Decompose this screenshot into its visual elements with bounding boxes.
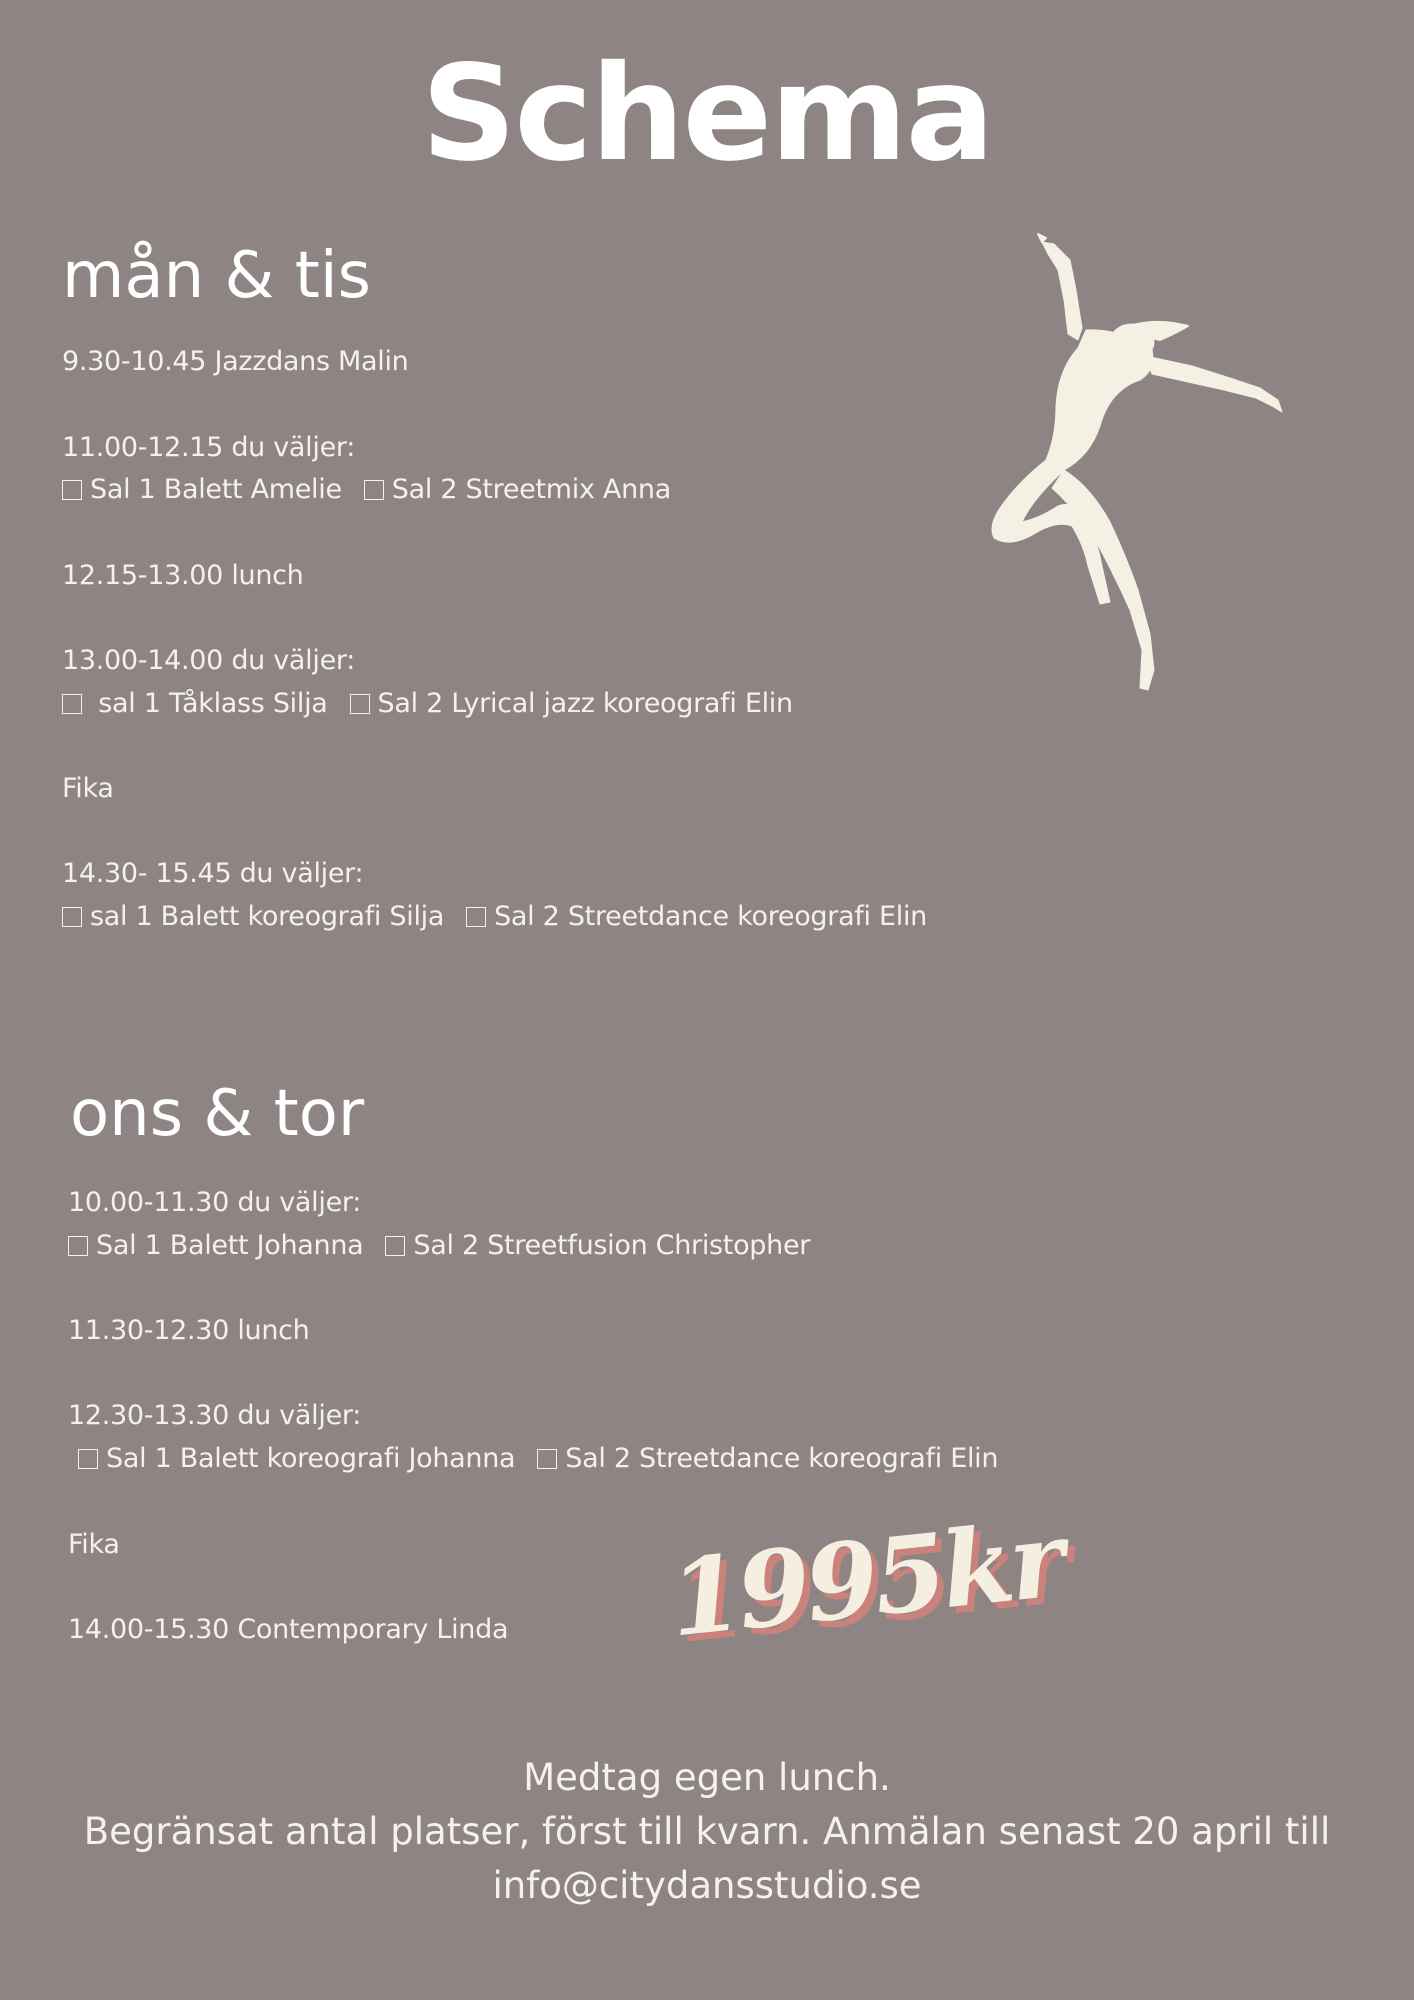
option-row xyxy=(62,474,671,506)
dancer-silhouette-image xyxy=(960,230,1320,700)
checkbox[interactable] xyxy=(68,1236,88,1256)
option-label: Sal 2 Streetdance koreografi Elin xyxy=(494,901,927,932)
option-row xyxy=(68,1230,810,1262)
option-label: sal 1 Balett koreografi Silja xyxy=(90,901,445,932)
section-heading-wed-thu: ons & tor xyxy=(70,1077,365,1151)
option-label: sal 1 Tåklass Silja xyxy=(90,688,328,719)
option-label: Sal 2 Lyrical jazz koreografi Elin xyxy=(377,688,793,719)
checkbox[interactable] xyxy=(466,907,486,927)
checkbox[interactable] xyxy=(350,694,370,714)
checkbox[interactable] xyxy=(537,1449,557,1469)
option-label: Sal 1 Balett Amelie xyxy=(90,474,342,505)
option-label: Sal 1 Balett Johanna xyxy=(96,1230,364,1261)
option-row xyxy=(62,688,793,720)
footer-line: Begränsat antal platser, först till kvarn. Anmälan senast 20 april till xyxy=(83,1810,1331,1853)
page-title: Schema xyxy=(421,37,993,191)
footer-line: Medtag egen lunch. xyxy=(523,1756,891,1799)
checkbox[interactable] xyxy=(385,1236,405,1256)
checkbox[interactable] xyxy=(364,480,384,500)
option-label: Sal 2 Streetdance koreografi Elin xyxy=(565,1443,999,1474)
checkbox[interactable] xyxy=(62,480,82,500)
price-label: 1995kr xyxy=(663,1497,1067,1661)
schedule-line: 14.00-15.30 Contemporary Linda xyxy=(68,1614,509,1645)
option-row xyxy=(78,1443,998,1475)
schedule-line: 12.30-13.30 du väljer: xyxy=(68,1400,362,1431)
option-label: Sal 2 Streetfusion Christopher xyxy=(413,1230,811,1261)
schedule-line: 11.00-12.15 du väljer: xyxy=(62,432,356,463)
option-row xyxy=(62,901,927,933)
schedule-line: 10.00-11.30 du väljer: xyxy=(68,1187,362,1218)
option-label: Sal 2 Streetmix Anna xyxy=(391,474,671,505)
option-label: Sal 1 Balett koreografi Johanna xyxy=(106,1443,516,1474)
schedule-line: Fika xyxy=(62,773,114,804)
schedule-line: 11.30-12.30 lunch xyxy=(68,1315,310,1346)
schedule-line: 13.00-14.00 du väljer: xyxy=(62,645,356,676)
schedule-line: Fika xyxy=(68,1529,120,1560)
checkbox[interactable] xyxy=(78,1449,98,1469)
checkbox[interactable] xyxy=(62,907,82,927)
schedule-line: 12.15-13.00 lunch xyxy=(62,560,304,591)
footer-email: info@citydansstudio.se xyxy=(492,1864,922,1907)
schedule-line: 9.30-10.45 Jazzdans Malin xyxy=(62,346,409,377)
section-heading-mon-tue: mån & tis xyxy=(62,239,371,313)
checkbox[interactable] xyxy=(62,694,82,714)
schedule-line: 14.30- 15.45 du väljer: xyxy=(62,858,364,889)
